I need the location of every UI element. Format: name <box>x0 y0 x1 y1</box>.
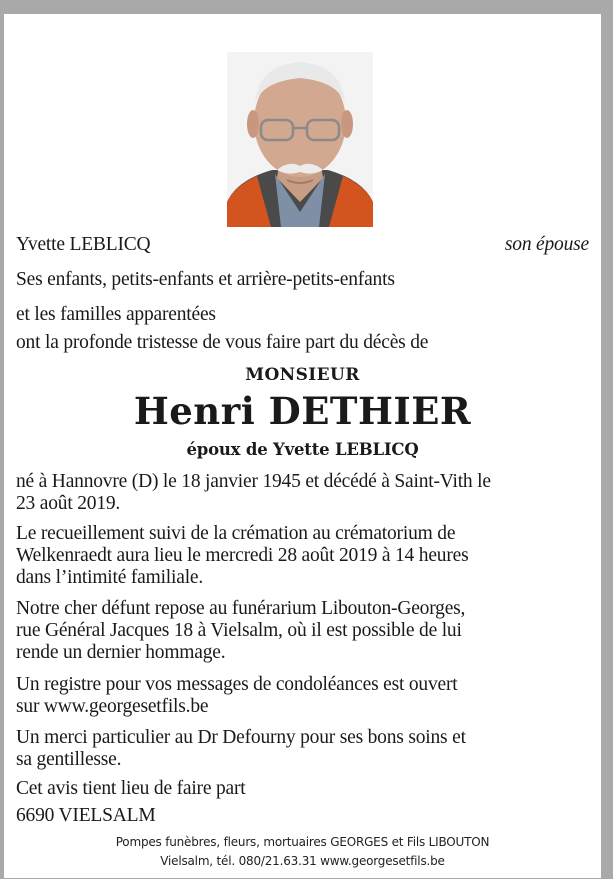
postal-line: 6690 VIELSALM <box>16 805 156 826</box>
honorific-title: MONSIEUR <box>245 365 360 385</box>
register-line-1: Un registre pour vos messages de condoléances est ouvert <box>16 674 458 695</box>
spouse-line <box>16 234 589 256</box>
ceremony-line-3: dans l’intimité familiale. <box>16 567 204 588</box>
notice-line: Cet avis tient lieu de faire part <box>16 778 246 799</box>
ceremony-line-1: Le recueillement suivi de la crémation au crématorium de <box>16 523 456 544</box>
family-line-2: et les familles apparentées <box>16 304 216 325</box>
spouse-role: son épouse <box>504 234 589 255</box>
spouse-name: Yvette LEBLICQ <box>16 234 151 255</box>
rest-line-1: Notre cher défunt repose au funérarium Libouton-Georges, <box>16 598 466 619</box>
announcement-line: ont la profonde tristesse de vous faire part du décès de <box>16 332 429 353</box>
birth-death-line-2: 23 août 2019. <box>16 493 121 514</box>
rest-line-2: rue Général Jacques 18 à Vielsalm, où il est possible de lui <box>16 620 462 641</box>
thanks-line-2: sa gentillesse. <box>16 749 122 770</box>
thanks-line-1: Un merci particulier au Dr Defourny pour ses bons soins et <box>16 727 466 748</box>
funeral-home-line-1: Pompes funèbres, fleurs, mortuaires GEORGES et Fils LIBOUTON <box>115 835 490 849</box>
spouse-of-line: époux de Yvette LEBLICQ <box>186 440 419 459</box>
ceremony-line-2: Welkenraedt aura lieu le mercredi 28 août 2019 à 14 heures <box>16 545 469 566</box>
obituary-notice <box>4 14 601 878</box>
funeral-home-line-2: Vielsalm, tél. 080/21.63.31 www.georgesetfils.be <box>160 854 445 868</box>
register-line-2: sur www.georgesetfils.be <box>16 696 209 717</box>
portrait-photo <box>227 52 373 227</box>
deceased-name: Henri DETHIER <box>133 389 472 433</box>
birth-death-line-1: né à Hannovre (D) le 18 janvier 1945 et décédé à Saint-Vith le <box>16 471 491 492</box>
family-line-1: Ses enfants, petits-enfants et arrière-petits-enfants <box>16 269 395 290</box>
rest-line-3: rende un dernier hommage. <box>16 642 226 663</box>
